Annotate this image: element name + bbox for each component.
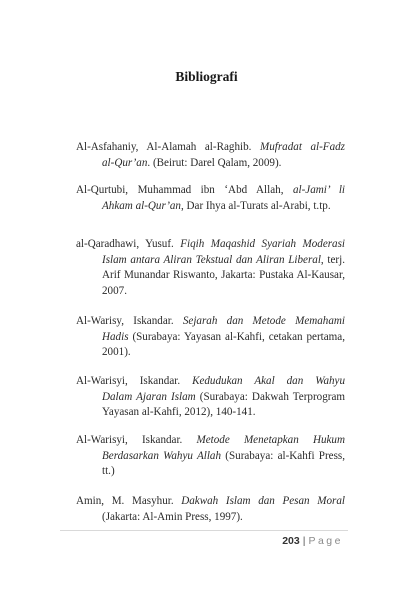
entry-publication: (Surabaya: Dakwah Terprogram Yayasan al-Kahfi, 2012), 140-141. xyxy=(102,390,345,419)
entry-publication: , terj. Arif Munandar Riswanto, Jakarta: Pustaka Al-Kausar, 2007. xyxy=(102,253,345,297)
page-footer xyxy=(282,535,343,547)
page-title: Bibliografi xyxy=(175,69,238,84)
page-separator: | xyxy=(302,535,306,547)
entry-title-part: Ahkam al-Qur’an xyxy=(102,199,181,212)
bibliography-entry xyxy=(76,314,345,361)
entry-author: Al-Asfahaniy, Al-Alamah al-Raghib. xyxy=(76,141,260,153)
entry-first-line xyxy=(76,494,345,510)
entry-author: Amin, M. Masyhur. xyxy=(76,495,182,507)
bibliography-entry xyxy=(76,374,345,421)
entry-author: Al-Qurtubi, Muhammad ibn ‘Abd Allah, xyxy=(76,184,293,196)
entry-continuation xyxy=(76,449,345,480)
entry-title-start: Sejarah dan Metode Memahami xyxy=(182,315,345,327)
entry-title-start: Kedudukan Akal dan Wahyu xyxy=(192,375,346,387)
entry-first-line xyxy=(76,237,345,253)
entry-first-line xyxy=(76,140,345,156)
entry-first-line xyxy=(76,314,345,330)
page-number: 203 xyxy=(282,535,300,547)
entry-first-line xyxy=(76,374,345,390)
entry-title-part: Berdasarkan Wahyu Allah xyxy=(102,449,222,462)
entry-author: Al-Warisyi, Iskandar. xyxy=(76,375,193,387)
entry-continuation xyxy=(76,253,345,300)
entry-continuation xyxy=(76,199,345,215)
entry-author: Al-Warisyi, Iskandar. xyxy=(76,434,197,446)
entry-title-part: Dalam Ajaran Islam xyxy=(102,390,196,403)
bibliography-entry xyxy=(76,433,345,480)
entry-continuation xyxy=(76,510,345,526)
entry-title-part: Islam antara Aliran Tekstual dan Aliran Liberal xyxy=(102,253,321,266)
bibliography-entry xyxy=(76,237,345,299)
page-label: Page xyxy=(308,535,343,547)
entry-author: Al-Warisy, Iskandar. xyxy=(76,315,183,327)
entry-continuation xyxy=(76,390,345,421)
bibliography-entry xyxy=(76,183,345,214)
entry-publication: (Surabaya: al-Kahfi Press, tt.) xyxy=(102,449,345,478)
entry-continuation xyxy=(76,330,345,361)
bibliography-entry xyxy=(76,140,345,171)
bibliography-entry xyxy=(76,494,345,525)
entry-title-start: Dakwah Islam dan Pesan Moral xyxy=(181,495,345,507)
entry-first-line xyxy=(76,433,345,449)
entry-publication: . (Beirut: Darel Qalam, 2009). xyxy=(147,156,282,169)
entry-publication: (Surabaya: Yayasan al-Kahfi, cetakan pertama, 2001). xyxy=(102,330,345,359)
entry-title-part: al-Qur’an xyxy=(102,156,148,169)
entry-title-start: Mufradat al-Fadz xyxy=(259,141,345,153)
entry-continuation xyxy=(76,156,345,172)
entry-title-start: Metode Menetapkan Hukum xyxy=(196,434,345,446)
entry-author: al-Qaradhawi, Yusuf. xyxy=(76,238,181,250)
entry-publication: (Jakarta: Al-Amin Press, 1997). xyxy=(102,510,243,523)
entry-title-start: Fiqih Maqashid Syariah Moderasi xyxy=(180,238,346,250)
footer-divider xyxy=(60,530,348,531)
entry-publication: , Dar Ihya al-Turats al-Arabi, t.tp. xyxy=(180,199,331,212)
entry-title-part: Hadis xyxy=(102,330,129,343)
entry-title-start: al-Jami’ li xyxy=(292,184,345,196)
entry-first-line xyxy=(76,183,345,199)
